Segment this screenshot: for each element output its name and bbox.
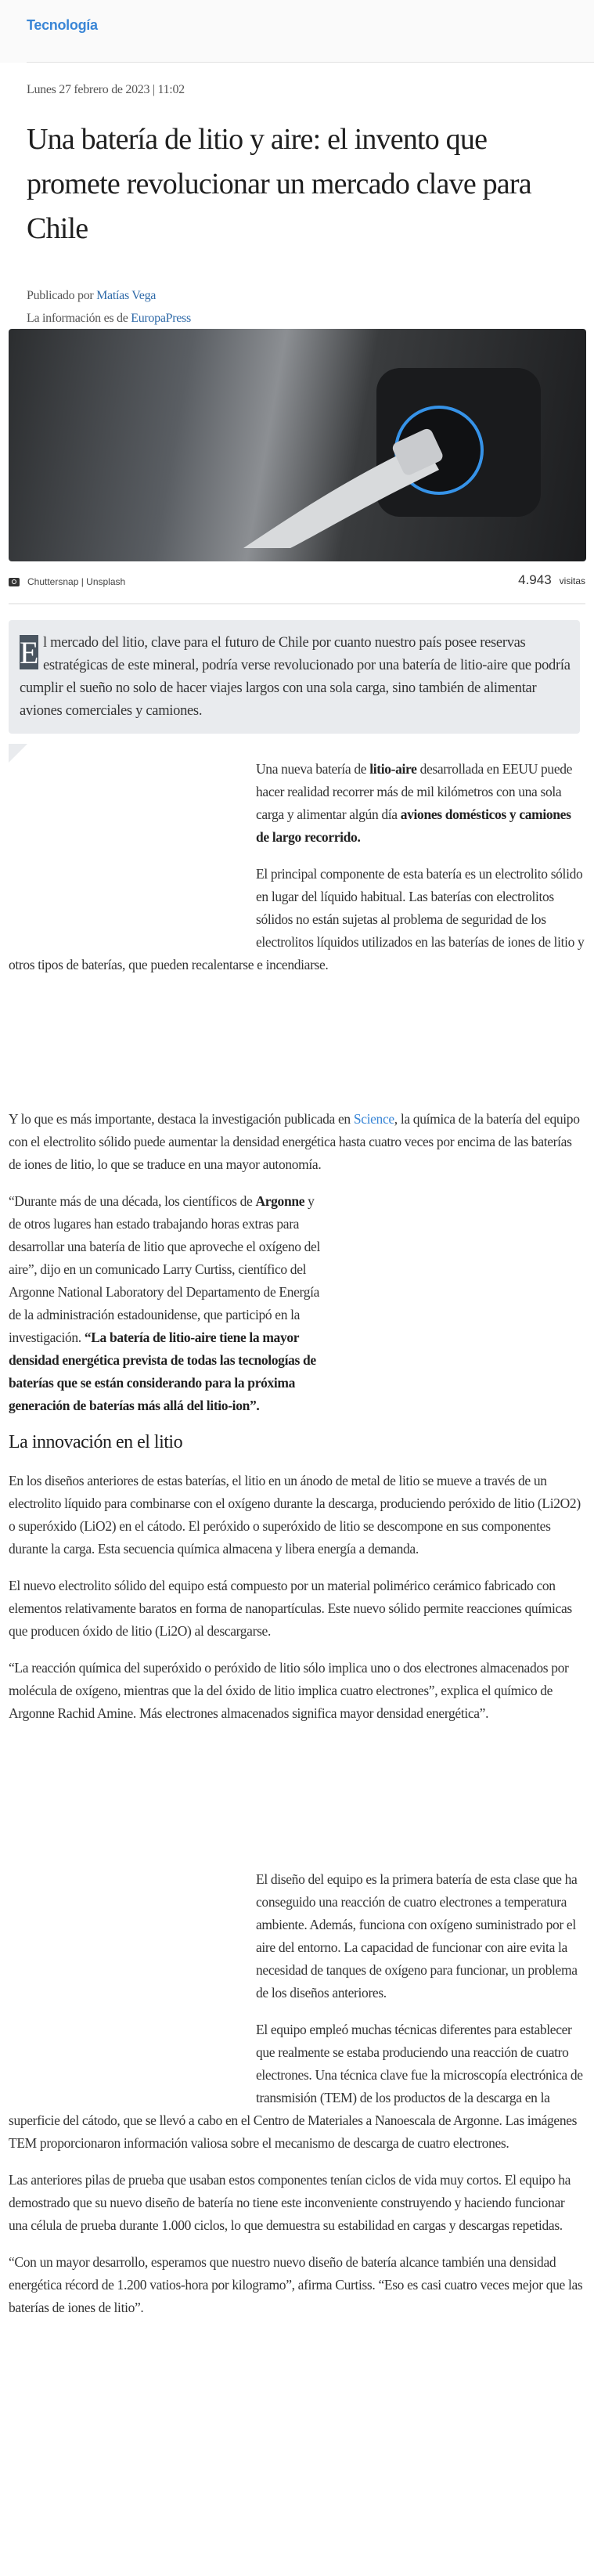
header-divider	[27, 62, 594, 63]
drop-cap: E	[20, 635, 39, 670]
source-link[interactable]: EuropaPress	[131, 312, 191, 325]
visits-count: 4.943	[518, 572, 552, 587]
paragraph: “Con un mayor desarrollo, esperamos que nuestro nuevo diseño de batería alcance también una densidad energética récord de 1.200 vatios-hora por kilogramo”, afirma Curtiss. “Eso es casi cuatro veces mejor que las baterías de iones de litio”.	[9, 2254, 583, 2315]
paragraph: El equipo empleó muchas técnicas diferentes para establecer que realmente se estaba produciendo una reacción de cuatro electrones. Una técnica clave fue la microscopía electrónica de transmisión (TEM) de los productos de la descarga en la superficie del cátodo, que se llevó a cabo en el Centro de Materiales a Nanoescala de Argonne. Las imágenes TEM proporcionaron información valiosa sobre el mecanismo de descarga de cuatro electrones.	[9, 2022, 583, 2151]
article-body	[9, 758, 586, 2333]
section-heading: La innovación en el litio	[9, 1432, 183, 1452]
ad-slot	[9, 990, 586, 1108]
publish-date: Lunes 27 febrero de 2023 | 11:02	[27, 83, 185, 96]
byline	[27, 284, 191, 330]
ad-slot-right	[328, 1190, 586, 1395]
visits-label: visitas	[559, 575, 585, 586]
paragraph: Y lo que es más importante, destaca la investigación publicada en Science, la química de la batería del equipo con el electrolito sólido puede aumentar la densidad energética hasta cuatro veces por encima de las baterías de iones de litio, lo que se traduce en una mayor autonomía.	[9, 1111, 580, 1172]
paragraph: “Durante más de una década, los científicos de Argonne y de otros lugares han estado trabajando horas extras para desarrollar una batería de litio que aproveche el oxígeno del aire”, dijo en un comunicado Larry Curtiss, científico del Argonne National Laboratory del Departamento de Energía de la administración estadounidense, que participó en la investigación. “La batería de litio-aire tiene la mayor densidad energética prevista de todas las tecnologías de baterías que se están considerando para la próxima generación de baterías más allá del litio-ion”.	[9, 1193, 320, 1413]
paragraph: El nuevo electrolito sólido del equipo está compuesto por un material polimérico cerámico fabricado con elementos relativamente baratos en forma de nanopartículas. Este nuevo sólido permite reacciones químicas que producen óxido de litio (Li2O) al descargarse.	[9, 1578, 572, 1639]
charger-illustration	[243, 360, 541, 548]
source-prefix: La información es de	[27, 312, 128, 325]
lead-paragraph	[9, 620, 580, 734]
author-link[interactable]: Matías Vega	[96, 289, 157, 302]
article-title: Una batería de litio y aire: el invento que promete revolucionar un mercado clave para Chile	[27, 123, 531, 245]
byline-prefix: Publicado por	[27, 289, 94, 302]
caption-divider	[9, 603, 585, 604]
ad-slot-left	[9, 1868, 256, 2087]
hero-image-ev-charger	[9, 329, 586, 561]
camera-icon	[9, 578, 20, 586]
paragraph: El principal componente de esta batería es un electrolito sólido en lugar del líquido habitual. Las baterías con electrolitos sólidos no están sujetas al problema de seguridad de los electrolitos líquidos utilizados en las baterías de iones de litio y otros tipos de baterías, que pueden recalentarse e incendiarse.	[9, 866, 585, 972]
photo-credit	[9, 576, 125, 587]
paragraph: Las anteriores pilas de prueba que usaban estos componentes tenían ciclos de vida muy cortos. El equipo ha demostrado que su nuevo diseño de batería no tiene este inconveniente construyendo y haciendo funcionar una célula de prueba durante 1.000 ciclos, lo que demuestra su estabilidad en cargas y descargas repetidas.	[9, 2172, 571, 2233]
paragraph: Una nueva batería de litio-aire desarrollada en EEUU puede hacer realidad recorrer más de mil kilómetros con una sola carga y alimentar algún día aviones domésticos y camiones de largo recorrido.	[256, 761, 573, 845]
section-link-tecnologia[interactable]: Tecnología	[27, 17, 98, 33]
lead-text: l mercado del litio, clave para el futuro de Chile por cuanto nuestro país posee reservas estratégicas de este mineral, podría verse revolucionado por una batería de litio-aire que podría cumplir el sueño no solo de hacer viajes largos con una sola carga, sino también de alimentar aviones comerciales y camiones.	[20, 635, 571, 719]
science-link[interactable]: Science	[353, 1111, 394, 1127]
ad-slot	[9, 1739, 586, 1868]
paragraph: En los diseños anteriores de estas baterías, el litio en un ánodo de metal de litio se mueve a través de un electrolito líquido para combinarse con el oxígeno durante la descarga, produciendo peróxido de litio (Li2O2) o superóxido (LiO2) en el cátodo. El peróxido o superóxido de litio se descompone en sus componentes durante la carga. Esta secuencia química almacena y libera energía a demanda.	[9, 1473, 581, 1557]
visit-counter	[518, 572, 585, 588]
paragraph: El diseño del equipo es la primera batería de esta clase que ha conseguido una reacción de cuatro electrones a temperatura ambiente. Además, funciona con oxígeno suministrado por el aire del entorno. La capacidad de funcionar con aire evita la necesidad de tanques de oxígeno para funcionar, un problema de los diseños anteriores.	[256, 1871, 578, 2001]
photo-credit-text: Chuttersnap | Unsplash	[27, 576, 126, 587]
paragraph: “La reacción química del superóxido o peróxido de litio sólo implica uno o dos electrones almacenados por molécula de oxígeno, mientras que la del óxido de litio implica cuatro electrones”, explica el químico de Argonne Rachid Amine. Más electrones almacenados significa mayor densidad energética”.	[9, 1660, 569, 1721]
ad-slot-left	[9, 758, 256, 943]
